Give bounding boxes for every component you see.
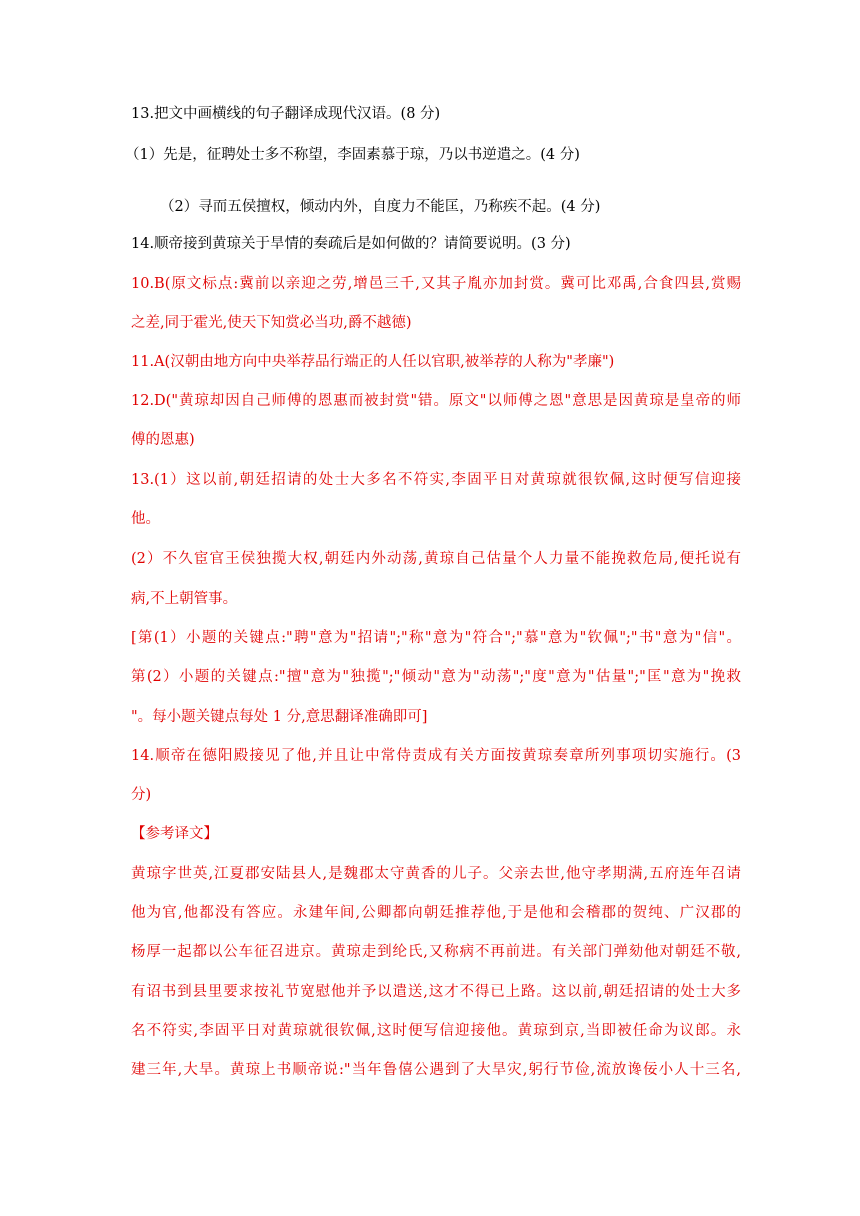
question-13-part-1: （1）先是，征聘处士多不称望，李固素慕于琼，乃以书逆遣之。(4 分) [125, 147, 580, 163]
answer-13-key-line-2: 第(2）小题的关键点:"擅"意为"独揽";"倾动"意为"动荡";"度"意为"估量";"匡"意为"挽救 [131, 669, 741, 685]
reference-translation-line-2: 他为官,他都没有答应。永建年间,公卿都向朝廷推荐他,于是他和会稽郡的贺纯、广汉郡的 [131, 905, 741, 921]
answer-14-line-1: 14.顺帝在德阳殿接见了他,并且让中常侍责成有关方面按黄琼奏章所列事项切实施行。(3 [131, 748, 741, 764]
answer-13-part-1-line-2: 他。 [131, 511, 160, 527]
answer-10-line-1: 10.B(原文标点:冀前以亲迎之劳,增邑三千,又其子胤亦加封赏。冀可比邓禹,合食四县,赏赐 [131, 276, 741, 292]
question-14-title: 14.顺帝接到黄琼关于旱情的奏疏后是如何做的？请简要说明。(3 分) [131, 236, 571, 252]
reference-translation-title: 【参考译文】 [131, 826, 218, 842]
answer-13-part-1-line-1: 13.(1）这以前,朝廷招请的处士大多名不符实,李固平日对黄琼就很钦佩,这时便写信迎接 [131, 472, 741, 488]
answer-10-line-2: 之差,同于霍光,使天下知赏必当功,爵不越德) [131, 315, 412, 331]
reference-translation-line-1: 黄琼字世英,江夏郡安陆县人,是魏郡太守黄香的儿子。父亲去世,他守孝期满,五府连年召请 [131, 866, 741, 882]
reference-translation-line-6: 建三年,大旱。黄琼上书顺帝说:"当年鲁僖公遇到了大旱灾,躬行节俭,流放谗佞小人十三名, [131, 1062, 741, 1078]
answer-12-line-2: 傅的恩惠) [131, 432, 195, 448]
answer-13-key-line-1: [第(1）小题的关键点:"聘"意为"招请";"称"意为"符合";"慕"意为"钦佩";"书"意为"信"。 [131, 630, 741, 646]
answer-14-line-2: 分) [131, 787, 152, 803]
answer-13-part-2-line-1: (2）不久宦官王侯独揽大权,朝廷内外动荡,黄琼自己估量个人力量不能挽救危局,便托说有 [131, 551, 741, 567]
answer-11: 11.A(汉朝由地方向中央举荐品行端正的人任以官职,被举荐的人称为"孝廉") [131, 354, 615, 370]
question-13-part-2: （2）寻而五侯擅权，倾动内外，自度力不能匡，乃称疾不起。(4 分) [160, 199, 601, 215]
reference-translation-line-3: 杨厚一起都以公车征召进京。黄琼走到纶氏,又称病不再前进。有关部门弹劾他对朝廷不敬, [131, 944, 741, 960]
answer-12-line-1: 12.D("黄琼却因自己师傅的恩惠而被封赏"错。原文"以师傅之恩"意思是因黄琼是皇帝的师 [131, 393, 741, 409]
reference-translation-line-4: 有诏书到县里要求按礼节宽慰他并予以遣送,这才不得已上路。这以前,朝廷招请的处士大多 [131, 984, 741, 1000]
answer-13-key-line-3: "。每小题关键点每处 1 分,意思翻译准确即可] [131, 709, 428, 725]
answer-13-part-2-line-2: 病,不上朝管事。 [131, 591, 238, 607]
reference-translation-line-5: 名不符实,李固平日对黄琼就很钦佩,这时便写信迎接他。黄琼到京,当即被任命为议郎。永 [131, 1023, 741, 1039]
question-13-title: 13.把文中画横线的句子翻译成现代汉语。(8 分) [131, 106, 441, 122]
